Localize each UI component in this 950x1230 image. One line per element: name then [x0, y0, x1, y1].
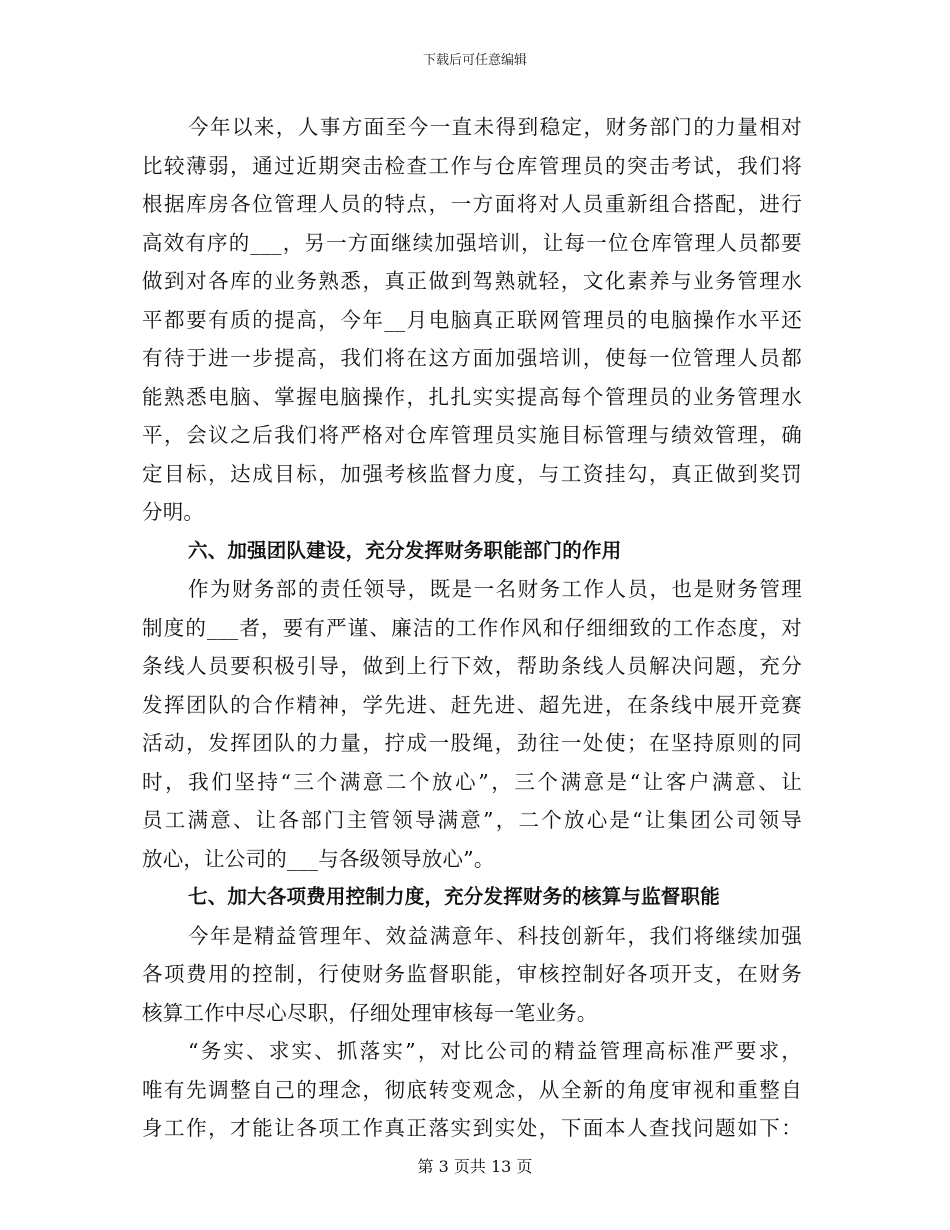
text-line: 各项费用的控制，行使财务监督职能，审核控制好各项开支，在财务 — [142, 962, 802, 986]
page-header: 下载后可任意编辑 — [422, 53, 527, 68]
text-line: 活动，发挥团队的力量，拧成一股绳，劲往一处使；在坚持原则的同 — [142, 731, 802, 755]
text-line: “务实、求实、抓落实”，对比公司的精益管理高标准严要求， — [188, 1039, 802, 1063]
text-line: 时，我们坚持“三个满意二个放心”，三个满意是“让客户满意、让 — [142, 769, 802, 794]
text-line: 今年是精益管理年、效益满意年、科技创新年，我们将继续加强 — [188, 923, 802, 948]
document-body — [142, 108, 802, 1148]
section-heading: 七、加大各项费用控制力度，充分发挥财务的核算与监督职能 — [188, 885, 720, 908]
paragraph-staff-training — [142, 108, 802, 532]
text-line: 平都要有质的提高，今年__月电脑真正联网管理员的电脑操作水平还 — [142, 307, 802, 332]
text-line: 高效有序的___，另一方面继续加强培训，让每一位仓库管理人员都要 — [142, 230, 802, 255]
page-number-footer: 第 3 页共 13 页 — [417, 1157, 533, 1176]
text-line: 根据库房各位管理人员的特点，一方面将对人员重新组合搭配，进行 — [142, 192, 802, 216]
text-line: 核算工作中尽心尽职，仔细处理审核每一笔业务。 — [142, 1000, 598, 1025]
paragraph-team-building — [142, 570, 802, 878]
text-line: 能熟悉电脑、掌握电脑操作，扎扎实实提高每个管理员的业务管理水 — [142, 384, 802, 409]
text-line: 比较薄弱，通过近期突击检查工作与仓库管理员的突击考试，我们将 — [142, 153, 802, 178]
text-line: 条线人员要积极引导，做到上行下效，帮助条线人员解决问题，充分 — [142, 654, 802, 678]
text-line: 有待于进一步提高，我们将在这方面加强培训，使每一位管理人员都 — [142, 346, 802, 370]
text-line: 平，会议之后我们将严格对仓库管理员实施目标管理与绩效管理，确 — [142, 423, 802, 447]
text-line: 放心，让公司的___与各级领导放心”。 — [142, 846, 495, 871]
text-line: 作为财务部的责任领导，既是一名财务工作人员，也是财务管理 — [188, 577, 802, 601]
text-line: 定目标，达成目标，加强考核监督力度，与工资挂勾，真正做到奖罚 — [142, 461, 802, 486]
text-line: 制度的___者，要有严谨、廉洁的工作作风和仔细细致的工作态度，对 — [142, 615, 802, 640]
paragraph-self-review — [142, 1032, 802, 1148]
text-line: 员工满意、让各部门主管领导满意”，二个放心是“让集团公司领导 — [142, 808, 802, 832]
text-line: 发挥团队的合作精神，学先进、赶先进、超先进，在条线中展开竞赛 — [142, 692, 802, 717]
text-line: 今年以来，人事方面至今一直未得到稳定，财务部门的力量相对 — [188, 115, 802, 139]
text-line: 唯有先调整自己的理念，彻底转变观念，从全新的角度审视和重整自 — [142, 1077, 802, 1102]
text-line: 做到对各库的业务熟悉，真正做到驾熟就轻，文化素养与业务管理水 — [142, 269, 802, 293]
paragraph-cost-control — [142, 917, 802, 1033]
section-heading: 六、加强团队建设，充分发挥财务职能部门的作用 — [188, 538, 622, 562]
text-line: 身工作，才能让各项工作真正落实到实处，下面本人查找问题如下： — [142, 1116, 802, 1140]
text-line: 分明。 — [142, 500, 205, 524]
